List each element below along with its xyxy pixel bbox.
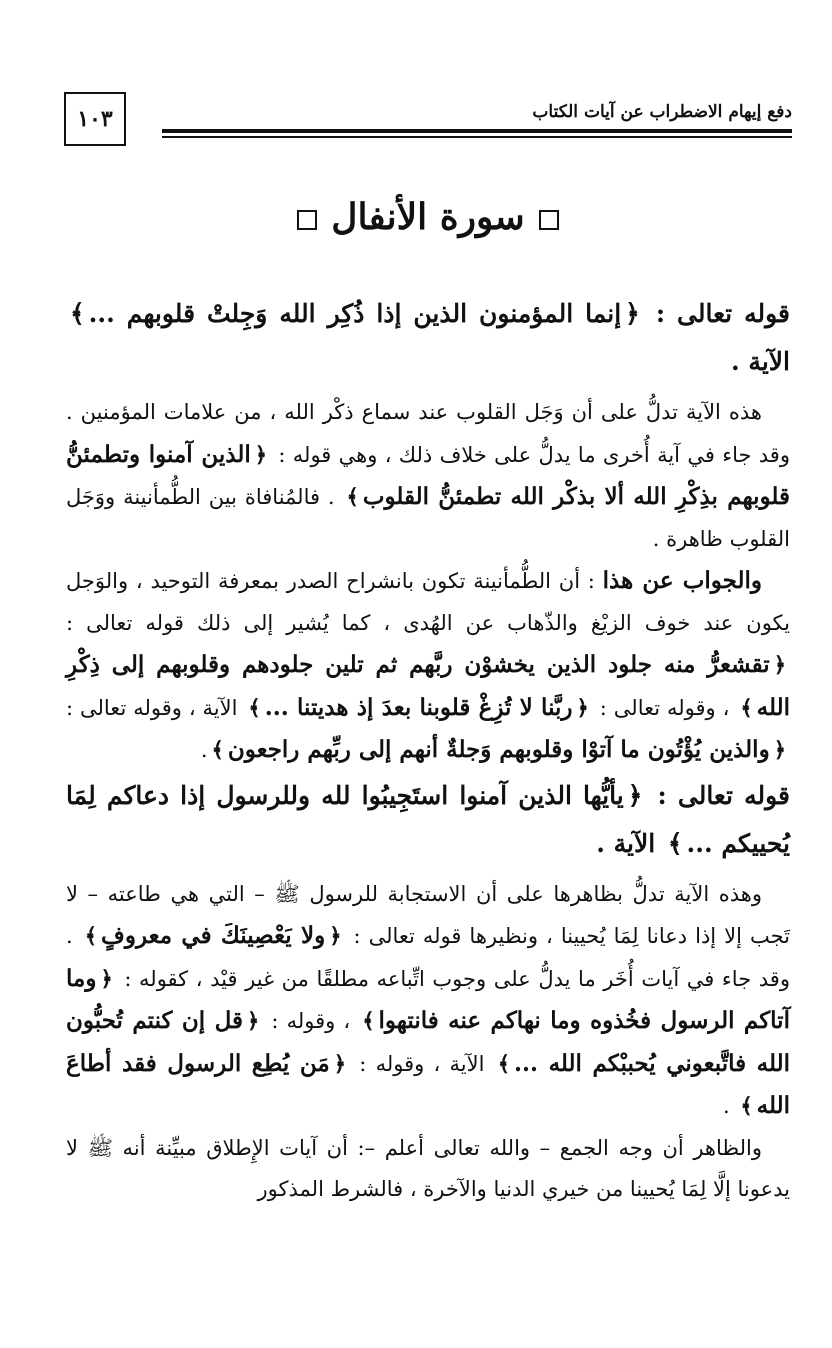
quran-bracket-close: ﴾ [84, 923, 98, 948]
body-text: . فالمُنافاة بين الطُّمأنينة ووَجَل القلوب ظاهرة . [66, 485, 790, 551]
question-lead: قوله تعالى : [655, 299, 790, 328]
body-text: الآية ، وقوله تعالى : [66, 695, 238, 720]
quran-bracket-close: ﴾ [346, 484, 359, 509]
body-text: . [200, 738, 208, 762]
question-paragraph-2 [66, 772, 790, 868]
quran-quote: ربَّنا لا تُزِغْ قلوبنا بعدَ إذ هديتنا ... [264, 693, 573, 721]
running-title: دفع إيهام الاضطراب عن آيات الكتاب [532, 102, 792, 122]
answer-lead: والجواب عن هذا [602, 567, 762, 594]
body-text: والظاهر أن وجه الجمع – والله تعالى أعلم –: أن آيات الإِطلاق مبيِّنة أنه ﷺ لا يدعونا إلَّا لِمَا يُحيينا من خيري الدنيا والآخرة ، فالشرط المذكور [66, 1135, 790, 1201]
square-ornament-right [539, 210, 559, 230]
quran-bracket-close: ﴾ [497, 1050, 510, 1076]
quran-bracket-close: ﴾ [362, 1008, 375, 1033]
body-text: هذه الآية تدلُّ على أن وَجَل القلوب عند سماع ذكْر الله ، من علامات المؤمنين . وقد جاء في آية أُخرى ما يدلُّ على خلاف ذلك ، وهي قوله : [66, 400, 790, 467]
quran-bracket-open: ﴿ [627, 780, 643, 810]
page-header [64, 92, 792, 152]
question-tail: الآية . [596, 828, 656, 858]
quran-bracket-open: ﴿ [100, 965, 113, 991]
quran-bracket-open: ﴿ [625, 299, 640, 328]
quran-quote: إنما المؤمنون الذين إذا ذُكِر الله وَجِلتْ قلوبهم ... [88, 299, 622, 328]
header-rule-thick [162, 129, 792, 133]
body-paragraph-2 [66, 874, 790, 1128]
page-number: ١٠٣ [64, 92, 126, 146]
quran-quote: مَن يُطِع الرسول فقد أطاعَ الله [66, 1049, 790, 1119]
body-paragraph-1 [66, 392, 790, 560]
quran-quote: الذين آمنوا وتطمئنُّ قلوبهم بذِكْرِ الله ألا بذكْر الله تطمئنُّ القلوب [66, 440, 790, 510]
body-text: الآية ، وقوله : [359, 1051, 485, 1076]
quran-bracket-open: ﴿ [333, 1050, 347, 1076]
quran-quote: ولا يَعْصِينَكَ في معروفٍ [101, 922, 326, 949]
quran-bracket-close: ﴾ [740, 694, 753, 720]
body-text: . [722, 1094, 730, 1118]
body-text: وهذه الآية تدلُّ بظاهرها على أن الاستجابة للرسول ﷺ – التي هي طاعته – لا تَجب إلا إذا دعانا لِمَا يُحيينا ، ونظيرها قوله تعالى : [66, 881, 790, 948]
quran-quote: والذين يُؤْتُون ما آتوْا وقلوبهم وَجلةٌ أنهم إلى ربِّهم راجعون [227, 736, 770, 763]
surah-title-text: سورة الأنفال [331, 196, 525, 238]
body-text: ، وقوله تعالى : [599, 695, 730, 720]
header-rule-thin [162, 136, 792, 138]
quran-bracket-open: ﴿ [773, 737, 786, 762]
quran-quote: وما آتاكم الرسول فخُذوه وما نهاكم عنه فانتهوا [66, 964, 790, 1034]
quran-bracket-open: ﴿ [576, 694, 589, 720]
body-text: ، وقوله : [271, 1009, 351, 1033]
question-paragraph-1 [66, 290, 790, 386]
quran-bracket-open: ﴿ [329, 923, 342, 948]
quran-bracket-close: ﴾ [211, 737, 224, 762]
body-text: . وقد جاء في آيات أُخَر ما يدلُّ على وجوب اتِّباعه مطلقًا من غير قيْد ، كقوله : [66, 924, 790, 991]
quran-quote: يأيُّها الذين آمنوا استَجِيبُوا لله وللرسول إذا دعاكم لِمَا يُحييكم ... [66, 780, 790, 858]
quran-bracket-close: ﴾ [70, 299, 85, 328]
quran-bracket-open: ﴿ [247, 1008, 260, 1033]
quran-bracket-close: ﴾ [248, 694, 261, 720]
surah-title [64, 196, 792, 238]
question-tail: الآية . [731, 347, 790, 376]
quran-quote: قل إن كنتم تُحبُّون الله فاتَّبعوني يُحببْكم الله ... [66, 1007, 791, 1077]
quran-bracket-open: ﴿ [773, 652, 786, 677]
question-lead: قوله تعالى : [657, 780, 790, 810]
quran-bracket-open: ﴿ [254, 441, 268, 467]
body-paragraph-3 [66, 1128, 790, 1211]
quran-quote: تقشعرُّ منه جلود الذين يخشوْن ربَّهم ثم تلين جلودهم وقلوبهم إلى ذِكْرِ الله [66, 651, 790, 721]
quran-bracket-close: ﴾ [667, 828, 683, 858]
square-ornament-left [297, 210, 317, 230]
body-text: : أن الطُّمأنينة تكون بانشراح الصدر بمعرفة التوحيد ، والوَجل يكون عند خوف الزيْغ والذّهاب عن الهُدى ، كما يُشير إلى ذلك قوله تعالى : [66, 569, 791, 635]
quran-bracket-close: ﴾ [740, 1093, 753, 1118]
answer-paragraph [66, 560, 790, 772]
page-content [66, 290, 790, 1211]
